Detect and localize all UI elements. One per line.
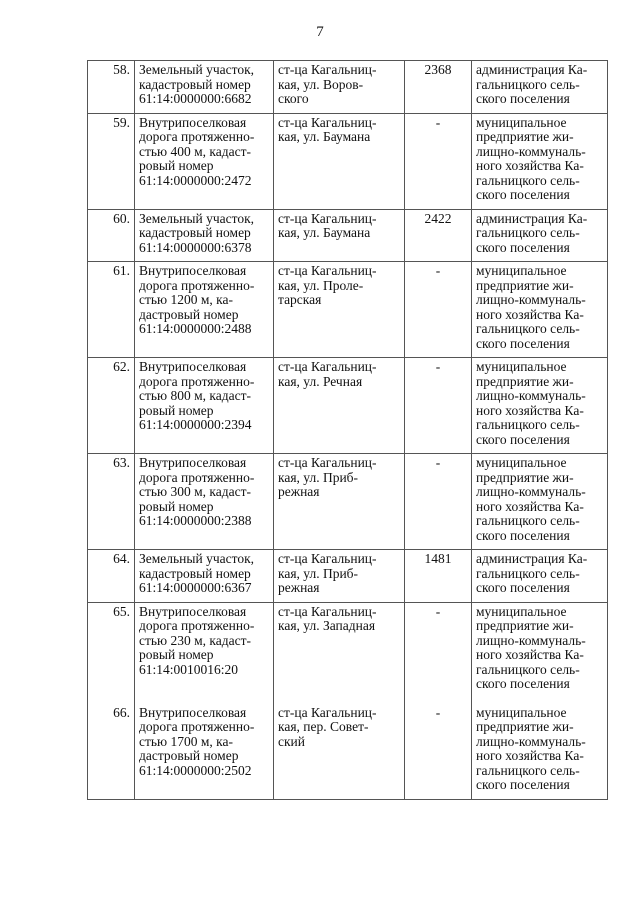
object-holder: муниципальное предприятие жи- лищно-коммуналь- ного хозяйства Ка- гальницкого сель- ского поселения — [472, 358, 608, 454]
object-area: - — [405, 358, 472, 454]
object-holder: муниципальное предприятие жи- лищно-коммуналь- ного хозяйства Ка- гальницкого сель- ского поселения — [472, 454, 608, 550]
row-number: 65. — [88, 602, 135, 698]
object-address: ст-ца Кагальниц- кая, ул. Воров- ского — [274, 61, 405, 114]
object-name: Внутрипоселковая дорога протяженно- стью 1700 м, ка- дастровый номер 61:14:0000000:2502 — [135, 698, 274, 800]
table-row — [88, 262, 608, 358]
object-address: ст-ца Кагальниц- кая, ул. Приб- режная — [274, 550, 405, 603]
table-row — [88, 454, 608, 550]
object-name: Земельный участок, кадастровый номер 61:14:0000000:6367 — [135, 550, 274, 603]
object-area: 2422 — [405, 209, 472, 262]
row-number: 64. — [88, 550, 135, 603]
object-area: - — [405, 454, 472, 550]
property-registry-table — [87, 60, 608, 800]
object-address: ст-ца Кагальниц- кая, пер. Совет- ский — [274, 698, 405, 800]
table-row — [88, 358, 608, 454]
object-holder: муниципальное предприятие жи- лищно-коммуналь- ного хозяйства Ка- гальницкого сель- ского поселения — [472, 698, 608, 800]
object-address: ст-ца Кагальниц- кая, ул. Речная — [274, 358, 405, 454]
row-number: 60. — [88, 209, 135, 262]
table-row — [88, 602, 608, 698]
object-name: Внутрипоселковая дорога протяженно- стью 400 м, кадаст- ровый номер 61:14:0000000:2472 — [135, 113, 274, 209]
object-address: ст-ца Кагальниц- кая, ул. Западная — [274, 602, 405, 698]
object-name: Внутрипоселковая дорога протяженно- стью 230 м, кадаст- ровый номер 61:14:0010016:20 — [135, 602, 274, 698]
object-holder: муниципальное предприятие жи- лищно-коммуналь- ного хозяйства Ка- гальницкого сель- ского поселения — [472, 602, 608, 698]
object-holder: администрация Ка- гальницкого сель- ского поселения — [472, 550, 608, 603]
object-holder: администрация Ка- гальницкого сель- ского поселения — [472, 61, 608, 114]
object-address: ст-ца Кагальниц- кая, ул. Баумана — [274, 113, 405, 209]
object-name: Земельный участок, кадастровый номер 61:14:0000000:6682 — [135, 61, 274, 114]
object-area: - — [405, 602, 472, 698]
object-address: ст-ца Кагальниц- кая, ул. Проле- тарская — [274, 262, 405, 358]
table-row — [88, 698, 608, 800]
object-name: Земельный участок, кадастровый номер 61:14:0000000:6378 — [135, 209, 274, 262]
object-area: - — [405, 113, 472, 209]
object-holder: администрация Ка- гальницкого сель- ского поселения — [472, 209, 608, 262]
table-row — [88, 209, 608, 262]
row-number: 58. — [88, 61, 135, 114]
row-number: 66. — [88, 698, 135, 800]
table-row — [88, 61, 608, 114]
row-number: 63. — [88, 454, 135, 550]
object-area: - — [405, 262, 472, 358]
object-name: Внутрипоселковая дорога протяженно- стью 800 м, кадаст- ровый номер 61:14:0000000:2394 — [135, 358, 274, 454]
object-area: 2368 — [405, 61, 472, 114]
row-number: 59. — [88, 113, 135, 209]
object-holder: муниципальное предприятие жи- лищно-коммуналь- ного хозяйства Ка- гальницкого сель- ского поселения — [472, 262, 608, 358]
object-name: Внутрипоселковая дорога протяженно- стью 1200 м, ка- дастровый номер 61:14:0000000:2488 — [135, 262, 274, 358]
table-row — [88, 113, 608, 209]
object-address: ст-ца Кагальниц- кая, ул. Баумана — [274, 209, 405, 262]
object-area: 1481 — [405, 550, 472, 603]
object-holder: муниципальное предприятие жи- лищно-коммуналь- ного хозяйства Ка- гальницкого сель- ского поселения — [472, 113, 608, 209]
row-number: 61. — [88, 262, 135, 358]
object-area: - — [405, 698, 472, 800]
table-row — [88, 550, 608, 603]
object-address: ст-ца Кагальниц- кая, ул. Приб- режная — [274, 454, 405, 550]
page-number: 7 — [316, 24, 324, 40]
object-name: Внутрипоселковая дорога протяженно- стью 300 м, кадаст- ровый номер 61:14:0000000:2388 — [135, 454, 274, 550]
row-number: 62. — [88, 358, 135, 454]
